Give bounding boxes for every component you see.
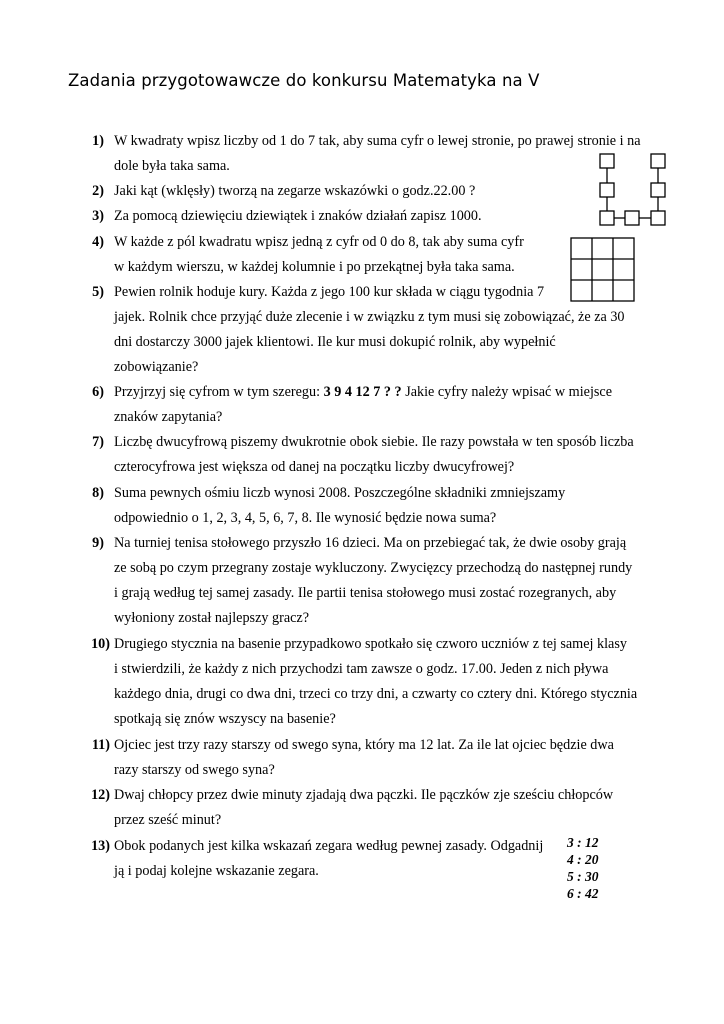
task-5-line-3: dni dostarczy 3000 jajek klientowi. Ile kur musi dokupić rolnik, aby wypełnić <box>114 334 556 350</box>
task-4-line-1: W każde z pól kwadratu wpisz jedną z cyfr od 0 do 8, tak aby suma cyfr <box>114 234 524 250</box>
squares-u-diagram <box>596 150 668 228</box>
task-11-line-1: Ojciec jest trzy razy starszy od swego syna, który ma 12 lat. Za ile lat ojciec będzie dwa <box>114 737 614 753</box>
task-5-number: 5) <box>92 284 104 300</box>
task-13-number: 13) <box>91 838 110 854</box>
task-9-number: 9) <box>92 535 104 551</box>
task-6-line-2: znaków zapytania? <box>114 409 223 425</box>
task-8-line-1: Suma pewnych ośmiu liczb wynosi 2008. Poszczególne składniki zmniejszamy <box>114 485 566 501</box>
grid-outline <box>571 238 634 301</box>
task-10-number: 10) <box>91 636 110 652</box>
task-12-line-1: Dwaj chłopcy przez dwie minuty zjadają dwa pączki. Ile pączków zje sześciu chłopców <box>114 787 614 803</box>
task-10-line-1: Drugiego stycznia na basenie przypadkowo spotkało się czworo uczniów z tej samej klasy <box>114 636 627 652</box>
task-9-line-3: i grają według tej samej zasady. Ile partii tenisa stołowego musi zostać rozegranych, aby <box>114 585 617 601</box>
task-11-line-2: razy starszy od swego syna? <box>114 762 275 778</box>
task-5-line-4: zobowiązanie? <box>114 359 199 375</box>
task-13-line-1: Obok podanych jest kilka wskazań zegara według pewnej zasady. Odgadnij <box>114 838 544 854</box>
clock-reading-3: 5 : 30 <box>567 869 599 884</box>
task-2-number: 2) <box>92 183 104 199</box>
task-8-number: 8) <box>92 485 104 501</box>
u-square-bottom-left <box>600 211 614 225</box>
task-10-line-4: spotkają się znów wszyscy na basenie? <box>114 711 336 727</box>
task-5-line-2: jajek. Rolnik chce przyjąć duże zlecenie i w związku z tym musi się zobowiązać, że za 30 <box>114 309 625 325</box>
magic-square-grid <box>568 235 636 303</box>
task-5-line-1: Pewien rolnik hoduje kury. Każda z jego 100 kur składa w ciągu tygodnia 7 <box>114 284 545 300</box>
page-title: Zadania przygotowawcze do konkursu Matematyka na V <box>68 71 540 90</box>
task-1-line-1: W kwadraty wpisz liczby od 1 do 7 tak, aby suma cyfr o lewej stronie, po prawej stronie i na <box>114 133 641 149</box>
task-6-line-1 <box>114 384 612 401</box>
clock-reading-4: 6 : 42 <box>567 886 599 901</box>
task-12-line-2: przez sześć minut? <box>114 812 222 828</box>
task-9-line-2: ze sobą po czym przegrany zostaje wykluczony. Zwycięzcy przechodzą do następnej rundy <box>114 560 633 576</box>
clock-reading-2: 4 : 20 <box>567 852 599 867</box>
task-7-line-2: czterocyfrowa jest większa od danej na początku liczby dwucyfrowej? <box>114 459 515 475</box>
task-6-number: 6) <box>92 384 104 400</box>
task-8-line-2: odpowiednio o 1, 2, 3, 4, 5, 6, 7, 8. Ile wynosić będzie nowa suma? <box>114 510 497 526</box>
task-12-number: 12) <box>91 787 110 803</box>
task-6-text-before: Przyjrzyj się cyfrom w tym szeregu: <box>114 384 324 400</box>
u-square-bottom-right <box>651 211 665 225</box>
task-3-line-1: Za pomocą dziewięciu dziewiątek i znaków działań zapisz 1000. <box>114 208 482 224</box>
task-4-line-2: w każdym wierszu, w każdej kolumnie i po przekątnej była taka sama. <box>114 259 515 275</box>
task-9-line-1: Na turniej tenisa stołowego przyszło 16 dzieci. Ma on przebiegać tak, że dwie osoby grają <box>114 535 627 551</box>
task-1-line-2: dole była taka sama. <box>114 158 230 174</box>
task-6-text-after: Jakie cyfry należy wpisać w miejsce <box>401 384 613 400</box>
task-10-line-3: każdego dnia, drugi co dwa dni, trzeci co trzy dni, a czwarty co cztery dni. Którego stycznia <box>114 686 638 702</box>
task-10-line-2: i stwierdzili, że każdy z nich przychodzi tam zawsze o godz. 17.00. Jeden z nich pływa <box>114 661 609 677</box>
task-9-line-4: wyłoniony został najlepszy gracz? <box>114 610 310 626</box>
u-square-left-top <box>600 154 614 168</box>
task-4-number: 4) <box>92 234 104 250</box>
task-1-number: 1) <box>92 133 104 149</box>
u-square-bottom-middle <box>625 211 639 225</box>
u-square-right-top <box>651 154 665 168</box>
task-11-number: 11) <box>91 737 110 753</box>
task-7-line-1: Liczbę dwucyfrową piszemy dwukrotnie obok siebie. Ile razy powstała w ten sposób liczba <box>114 434 634 450</box>
task-2-line-1: Jaki kąt (wklęsły) tworzą na zegarze wskazówki o godz.22.00 ? <box>114 183 476 199</box>
task-7-number: 7) <box>92 434 104 450</box>
clock-reading-1: 3 : 12 <box>567 835 599 850</box>
task-6-sequence: 3 9 4 12 7 ? ? <box>323 384 402 400</box>
u-square-right-middle <box>651 183 665 197</box>
u-square-left-middle <box>600 183 614 197</box>
task-13-line-2: ją i podaj kolejne wskazanie zegara. <box>114 863 319 879</box>
task-3-number: 3) <box>92 208 104 224</box>
